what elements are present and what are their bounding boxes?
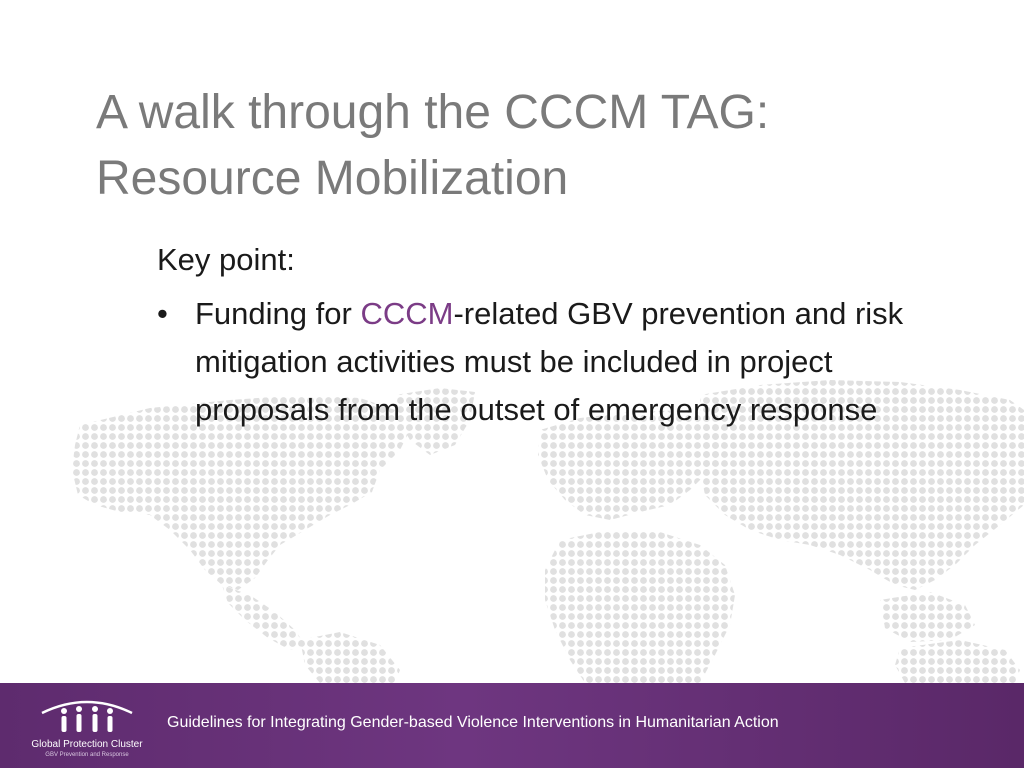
footer-bar bbox=[0, 683, 1024, 768]
logo-name: Global Protection Cluster bbox=[31, 739, 143, 750]
bullet-text-before: Funding for bbox=[195, 296, 361, 331]
global-protection-cluster-logo bbox=[28, 693, 146, 765]
title-line-1: A walk through the CCCM TAG: bbox=[96, 86, 770, 139]
footer-guidelines-text: Guidelines for Integrating Gender-based Violence Interventions in Humanitarian Action bbox=[167, 714, 779, 731]
bullet-text-after: -related GBV prevention and risk mitigation activities must be included in project proposals from the outset of emergency response bbox=[195, 296, 904, 427]
key-point-label: Key point: bbox=[157, 242, 295, 277]
bullet-highlight-cccm: CCCM bbox=[360, 296, 454, 331]
logo-subtitle: GBV Prevention and Response bbox=[45, 752, 129, 758]
bullet-marker: • bbox=[157, 296, 168, 331]
slide-body bbox=[157, 236, 957, 434]
bullet-item bbox=[157, 290, 957, 434]
title-line-2: Resource Mobilization bbox=[96, 152, 569, 205]
people-figures-icon bbox=[28, 693, 146, 739]
slide-title bbox=[96, 80, 956, 212]
bullet-text bbox=[195, 290, 945, 434]
